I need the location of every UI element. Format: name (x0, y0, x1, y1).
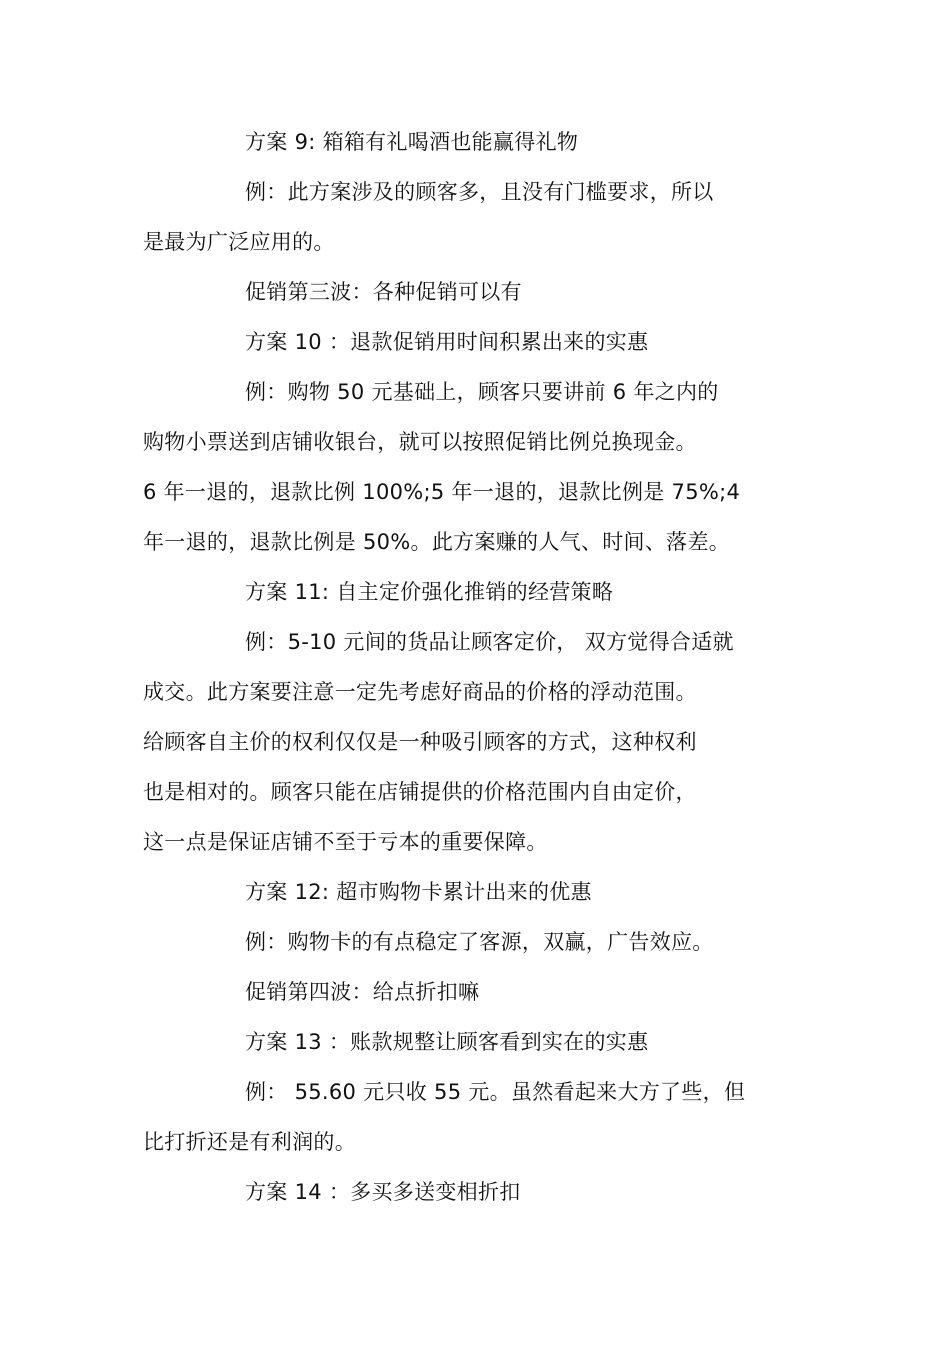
scheme-10-heading: 方案 10 ：退款促销用时间积累出来的实惠 (245, 330, 649, 354)
scheme-11-example-cont: 这一点是保证店铺不至于亏本的重要保障。 (143, 830, 548, 854)
scheme-10-example-cont: 年一退的，退款比例是 50%。此方案赚的人气、时间、落差。 (143, 530, 731, 554)
scheme-10-example: 例：购物 50 元基础上，顾客只要讲前 6 年之内的 (245, 380, 719, 404)
wave-4-heading: 促销第四波：给点折扣嘛 (245, 980, 480, 1004)
scheme-9-example-cont: 是最为广泛应用的。 (143, 230, 335, 254)
scheme-11-example: 例：5-10 元间的货品让顾客定价， 双方觉得合适就 (245, 630, 734, 654)
scheme-9-heading: 方案 9: 箱箱有礼喝酒也能赢得礼物 (245, 130, 579, 154)
scheme-10-example-cont: 6 年一退的，退款比例 100%;5 年一退的，退款比例是 75%;4 (143, 480, 741, 504)
scheme-14-heading: 方案 14 ：多买多送变相折扣 (245, 1180, 521, 1204)
scheme-13-heading: 方案 13 ：账款规整让顾客看到实在的实惠 (245, 1030, 649, 1054)
scheme-11-example-cont: 成交。此方案要注意一定先考虑好商品的价格的浮动范围。 (143, 680, 697, 704)
scheme-10-example-cont: 购物小票送到店铺收银台，就可以按照促销比例兑换现金。 (143, 430, 697, 454)
scheme-11-example-cont: 给顾客自主价的权利仅仅是一种吸引顾客的方式，这种权利 (143, 730, 697, 754)
scheme-9-example: 例：此方案涉及的顾客多，且没有门槛要求，所以 (245, 180, 714, 204)
scheme-12-example: 例：购物卡的有点稳定了客源，双赢，广告效应。 (245, 930, 714, 954)
scheme-11-heading: 方案 11: 自主定价强化推销的经营策略 (245, 580, 614, 604)
scheme-12-heading: 方案 12: 超市购物卡累计出来的优惠 (245, 880, 592, 904)
scheme-13-example: 例： 55.60 元只收 55 元。虽然看起来大方了些，但 (245, 1080, 746, 1104)
scheme-11-example-cont: 也是相对的。顾客只能在店铺提供的价格范围内自由定价， (143, 780, 697, 804)
scheme-13-example-cont: 比打折还是有利润的。 (143, 1130, 356, 1154)
wave-3-heading: 促销第三波：各种促销可以有 (245, 280, 522, 304)
